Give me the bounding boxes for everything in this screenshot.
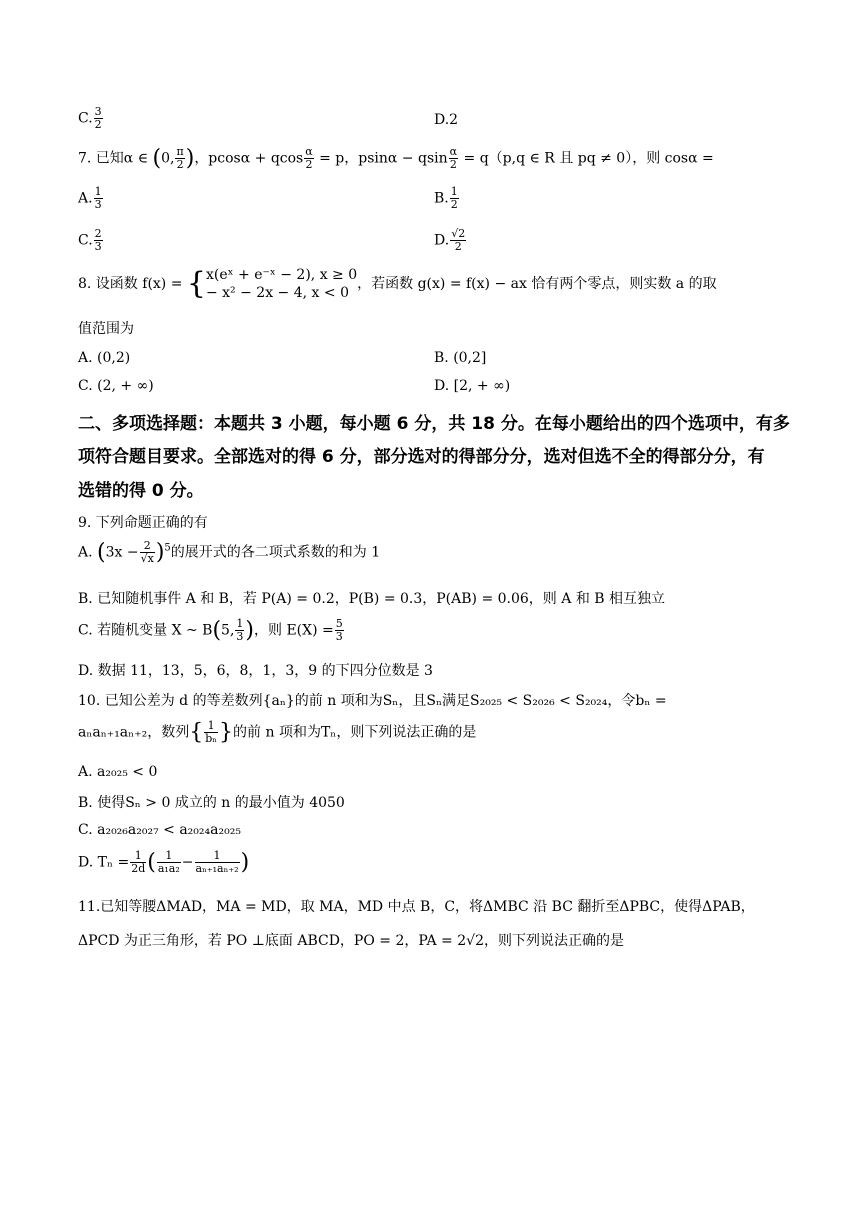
- q10-option-c: C. a₂₀₂₆a₂₀₂₇ < a₂₀₂₄a₂₀₂₅: [78, 822, 241, 838]
- q11-line2: ΔPCD 为正三角形，若 PO ⊥底面 ABCD，PO = 2，PA = 2√2，则下列说法正确的是: [78, 933, 624, 949]
- section2-line3: 选错的得 0 分。: [78, 481, 204, 501]
- q9-option-d: D. 数据 11，13，5，6，8，1，3，9 的下四分位数是 3: [78, 663, 433, 679]
- q10-option-a: A. a₂₀₂₅ < 0: [78, 764, 158, 780]
- q9-stem: 9. 下列命题正确的有: [78, 515, 208, 531]
- q8-option-b: B. (0,2]: [434, 350, 487, 366]
- q8-option-d: D. [2, + ∞): [434, 378, 511, 394]
- q6-option-d: D.2: [434, 112, 459, 128]
- q6-option-c: C. $\frac{3}{2}$: [78, 105, 102, 131]
- q8-option-c: C. (2, + ∞): [78, 378, 154, 394]
- q9-option-a: A. (3x − $\frac{2}{√x}$ )$^5$的展开式的各二项式系数的和为 1: [78, 539, 381, 565]
- q8-option-a: A. (0,2): [78, 350, 131, 366]
- q7-stem: 7. 已知α ∈ (0, $\frac{\pi}{2}$ )，pcosα + qcos $\frac{\alpha}{2}$ = p，psinα − qsin $\frac{\alpha}{2}$ = q（p,q ∈ R 且 pq ≠ 0），则 cosα =: [78, 145, 714, 171]
- q10-line2: aₙaₙ₊₁aₙ₊₂，数列{ $\frac{1}{\text{bₙ}}$ }的前 n 项和为Tₙ，则下列说法正确的是: [78, 719, 477, 745]
- q10-option-d: D. Tₙ = $\frac{1}{2d}$ ( $\frac{1}{\text{a₁a₂}}$ − $\frac{1}{\text{aₙ₊₁aₙ₊₂}}$ ): [78, 849, 250, 875]
- q7-option-d: D. $\frac{√2}{2}$: [434, 227, 466, 253]
- q7-option-a: A. $\frac{1}{3}$: [78, 185, 102, 211]
- q10-line1: 10. 已知公差为 d 的等差数列{aₙ}的前 n 项和为Sₙ，且Sₙ满足S₂₀₂₅ < S₂₀₂₆ < S₂₀₂₄，令bₙ =: [78, 693, 667, 709]
- q11-line1: 11.已知等腰ΔMAD，MA = MD，取 MA，MD 中点 B，C，将ΔMBC 沿 BC 翻折至ΔPBC，使得ΔPAB，: [78, 899, 755, 915]
- q7-option-c: C. $\frac{2}{3}$: [78, 227, 102, 253]
- q10-option-b: B. 使得Sₙ > 0 成立的 n 的最小值为 4050: [78, 795, 345, 811]
- fraction: $\frac{3}{2}$: [94, 105, 102, 131]
- q9-option-b: B. 已知随机事件 A 和 B，若 P(A) = 0.2，P(B) = 0.3，P(AB) = 0.06，则 A 和 B 相互独立: [78, 591, 666, 607]
- section2-line2: 项符合题目要求。全部选对的得 6 分，部分选对的得部分分，选对但选不全的得部分分，有: [78, 447, 765, 467]
- section2-line1: 二、多项选择题：本题共 3 小题，每小题 6 分，共 18 分。在每小题给出的四个选项中，有多: [78, 414, 790, 434]
- q9-option-c: C. 若随机变量 X ~ B(5, $\frac{1}{3}$ )，则 E(X) = $\frac{5}{3}$: [78, 617, 343, 643]
- q8-stem: 8. 设函数 f(x) = { x(eˣ + e⁻ˣ − 2), x ≥ 0 − x² − 2x − 4, x < 0 ，若函数 g(x) = f(x) − ax 恰有两个零点，则实数 a 的取: [78, 266, 717, 301]
- q7-option-b: B. $\frac{1}{2}$: [434, 185, 458, 211]
- q8-stem-cont: 值范围为: [78, 321, 134, 337]
